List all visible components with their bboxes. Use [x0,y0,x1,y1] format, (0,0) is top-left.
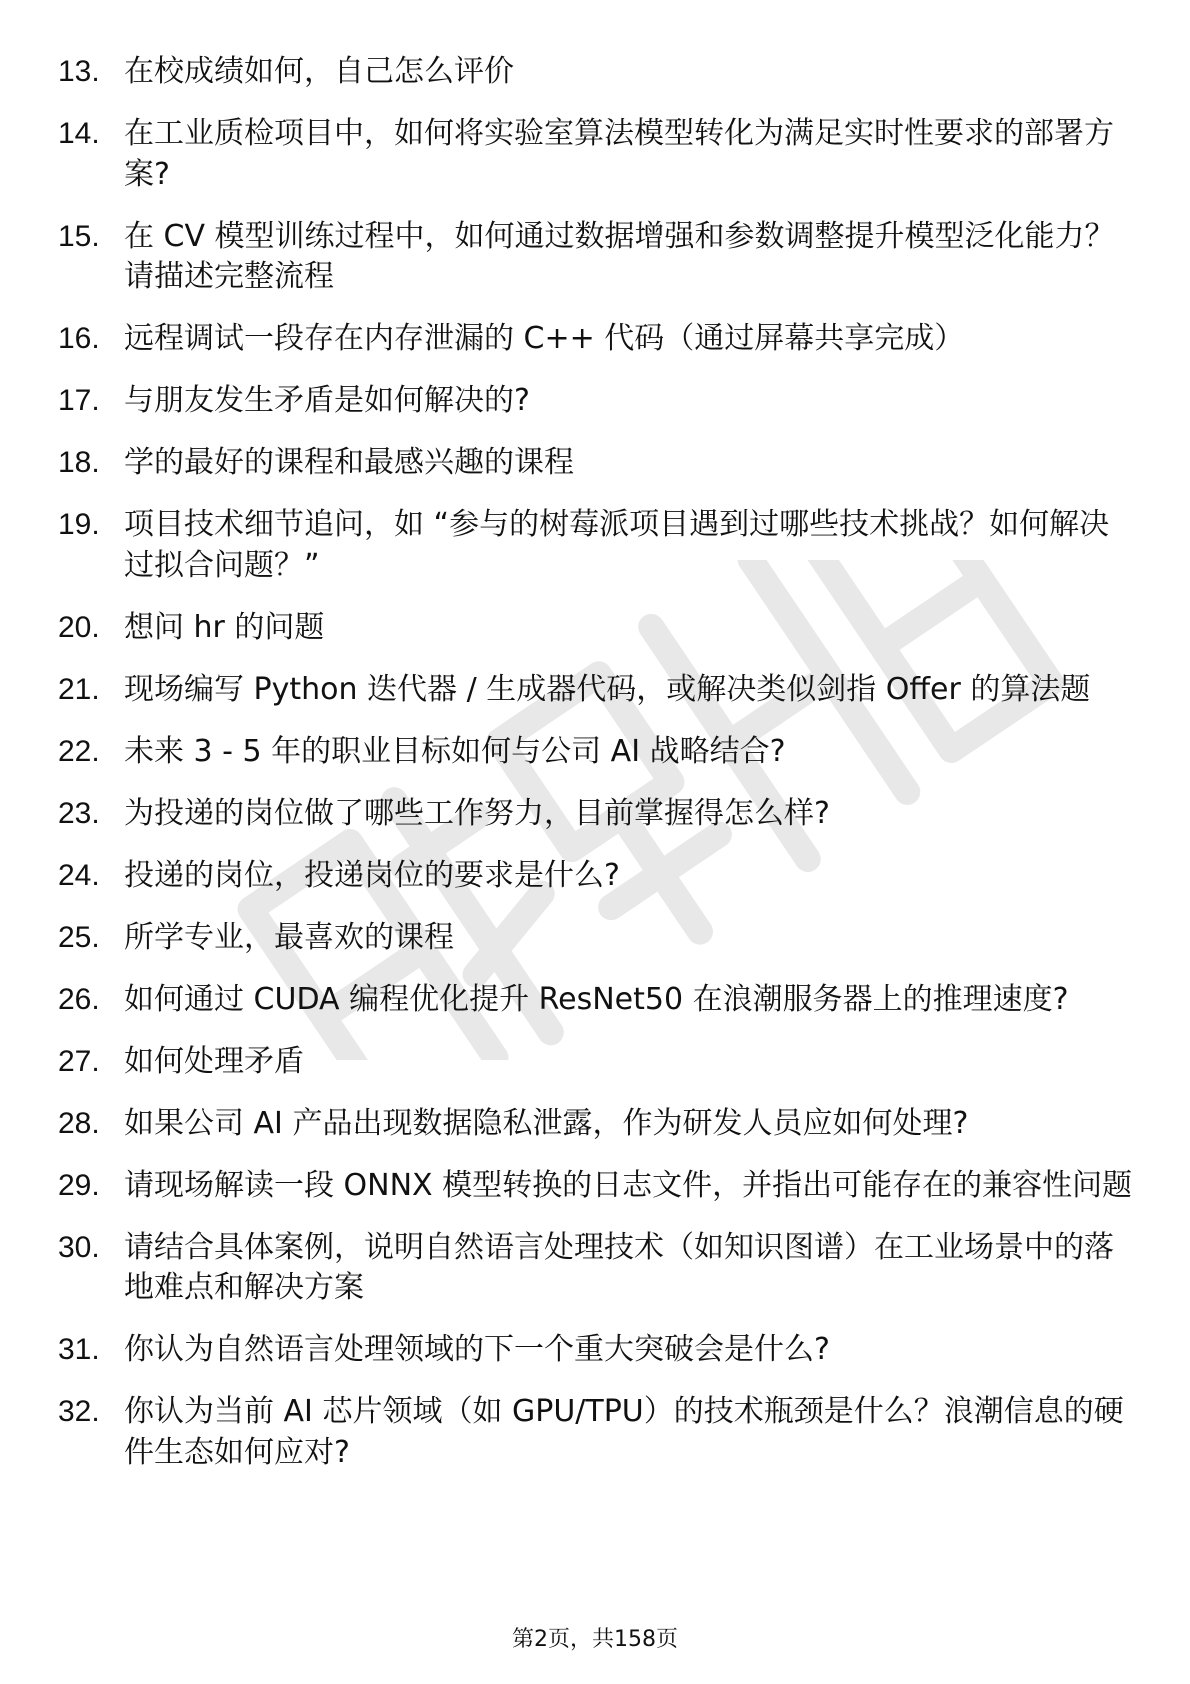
question-item [58,980,1138,1021]
question-number: 31. [58,1333,100,1366]
question-item [58,608,1138,649]
question-text: 为投递的岗位做了哪些工作努力，目前掌握得怎么样? [124,795,830,831]
question-text: 想问 hr 的问题 [124,609,325,645]
question-list [58,52,1138,1495]
question-item [58,1392,1138,1473]
question-item [58,217,1138,298]
question-number: 13. [58,55,100,88]
question-text: 请现场解读一段 ONNX 模型转换的日志文件，并指出可能存在的兼容性问题 [124,1167,1133,1203]
question-text: 未来 3 - 5 年的职业目标如何与公司 AI 战略结合? [124,733,786,769]
question-number: 28. [58,1106,100,1140]
question-text: 在 CV 模型训练过程中，如何通过数据增强和参数调整提升模型泛化能力？请描述完整流程 [124,218,1115,294]
question-item [58,670,1138,711]
question-number: 20. [58,610,100,644]
question-number: 27. [58,1044,100,1078]
question-text: 请结合具体案例，说明自然语言处理技术（如知识图谱）在工业场景中的落地难点和解决方案 [124,1229,1114,1305]
question-text: 现场编写 Python 迭代器 / 生成器代码，或解决类似剑指 Offer 的算法题 [124,671,1091,707]
question-text: 你认为当前 AI 芯片领域（如 GPU/TPU）的技术瓶颈是什么？浪潮信息的硬件生态如何应对? [124,1394,1124,1470]
question-number: 29. [58,1168,100,1202]
question-item [58,505,1138,586]
question-text: 学的最好的课程和最感兴趣的课程 [124,445,574,480]
question-number: 30. [58,1230,100,1264]
question-text: 如何处理矛盾 [124,1043,304,1079]
question-item [58,1042,1138,1083]
question-item [58,1166,1138,1207]
question-text: 项目技术细节追问，如 “参与的树莓派项目遇到过哪些技术挑战？如何解决过拟合问题？” [124,507,1110,583]
question-text: 你认为自然语言处理领域的下一个重大突破会是什么? [124,1332,830,1367]
question-text: 投递的岗位，投递岗位的要求是什么? [124,857,620,893]
question-item [58,856,1138,897]
question-number: 22. [58,734,100,768]
question-text: 如何通过 CUDA 编程优化提升 ResNet50 在浪潮服务器上的推理速度? [124,981,1069,1017]
question-text: 如果公司 AI 产品出现数据隐私泄露，作为研发人员应如何处理? [124,1105,969,1141]
question-text: 在工业质检项目中，如何将实验室算法模型转化为满足实时性要求的部署方案? [124,116,1114,192]
question-number: 26. [58,982,100,1016]
question-number: 17. [58,384,100,417]
question-item [58,381,1138,422]
question-item [58,794,1138,835]
question-text: 在校成绩如何，自己怎么评价 [124,54,514,89]
question-item [58,732,1138,773]
question-text: 与朋友发生矛盾是如何解决的? [124,383,530,418]
question-number: 24. [58,858,100,892]
question-number: 14. [58,117,100,150]
question-number: 19. [58,508,100,541]
question-text: 远程调试一段存在内存泄漏的 C++ 代码（通过屏幕共享完成） [124,321,965,356]
question-item [58,52,1138,93]
question-item [58,114,1138,195]
question-item [58,918,1138,959]
question-item [58,1228,1138,1309]
question-item [58,1330,1138,1371]
question-item [58,1104,1138,1145]
question-number: 16. [58,322,100,355]
question-number: 15. [58,219,100,253]
question-item [58,319,1138,360]
question-number: 32. [58,1395,100,1428]
question-number: 25. [58,920,100,954]
question-item [58,443,1138,484]
question-number: 23. [58,796,100,830]
question-number: 21. [58,672,100,706]
question-text: 所学专业，最喜欢的课程 [124,919,454,955]
page-footer: 第2页，共158页 [512,1627,678,1652]
question-number: 18. [58,446,100,479]
